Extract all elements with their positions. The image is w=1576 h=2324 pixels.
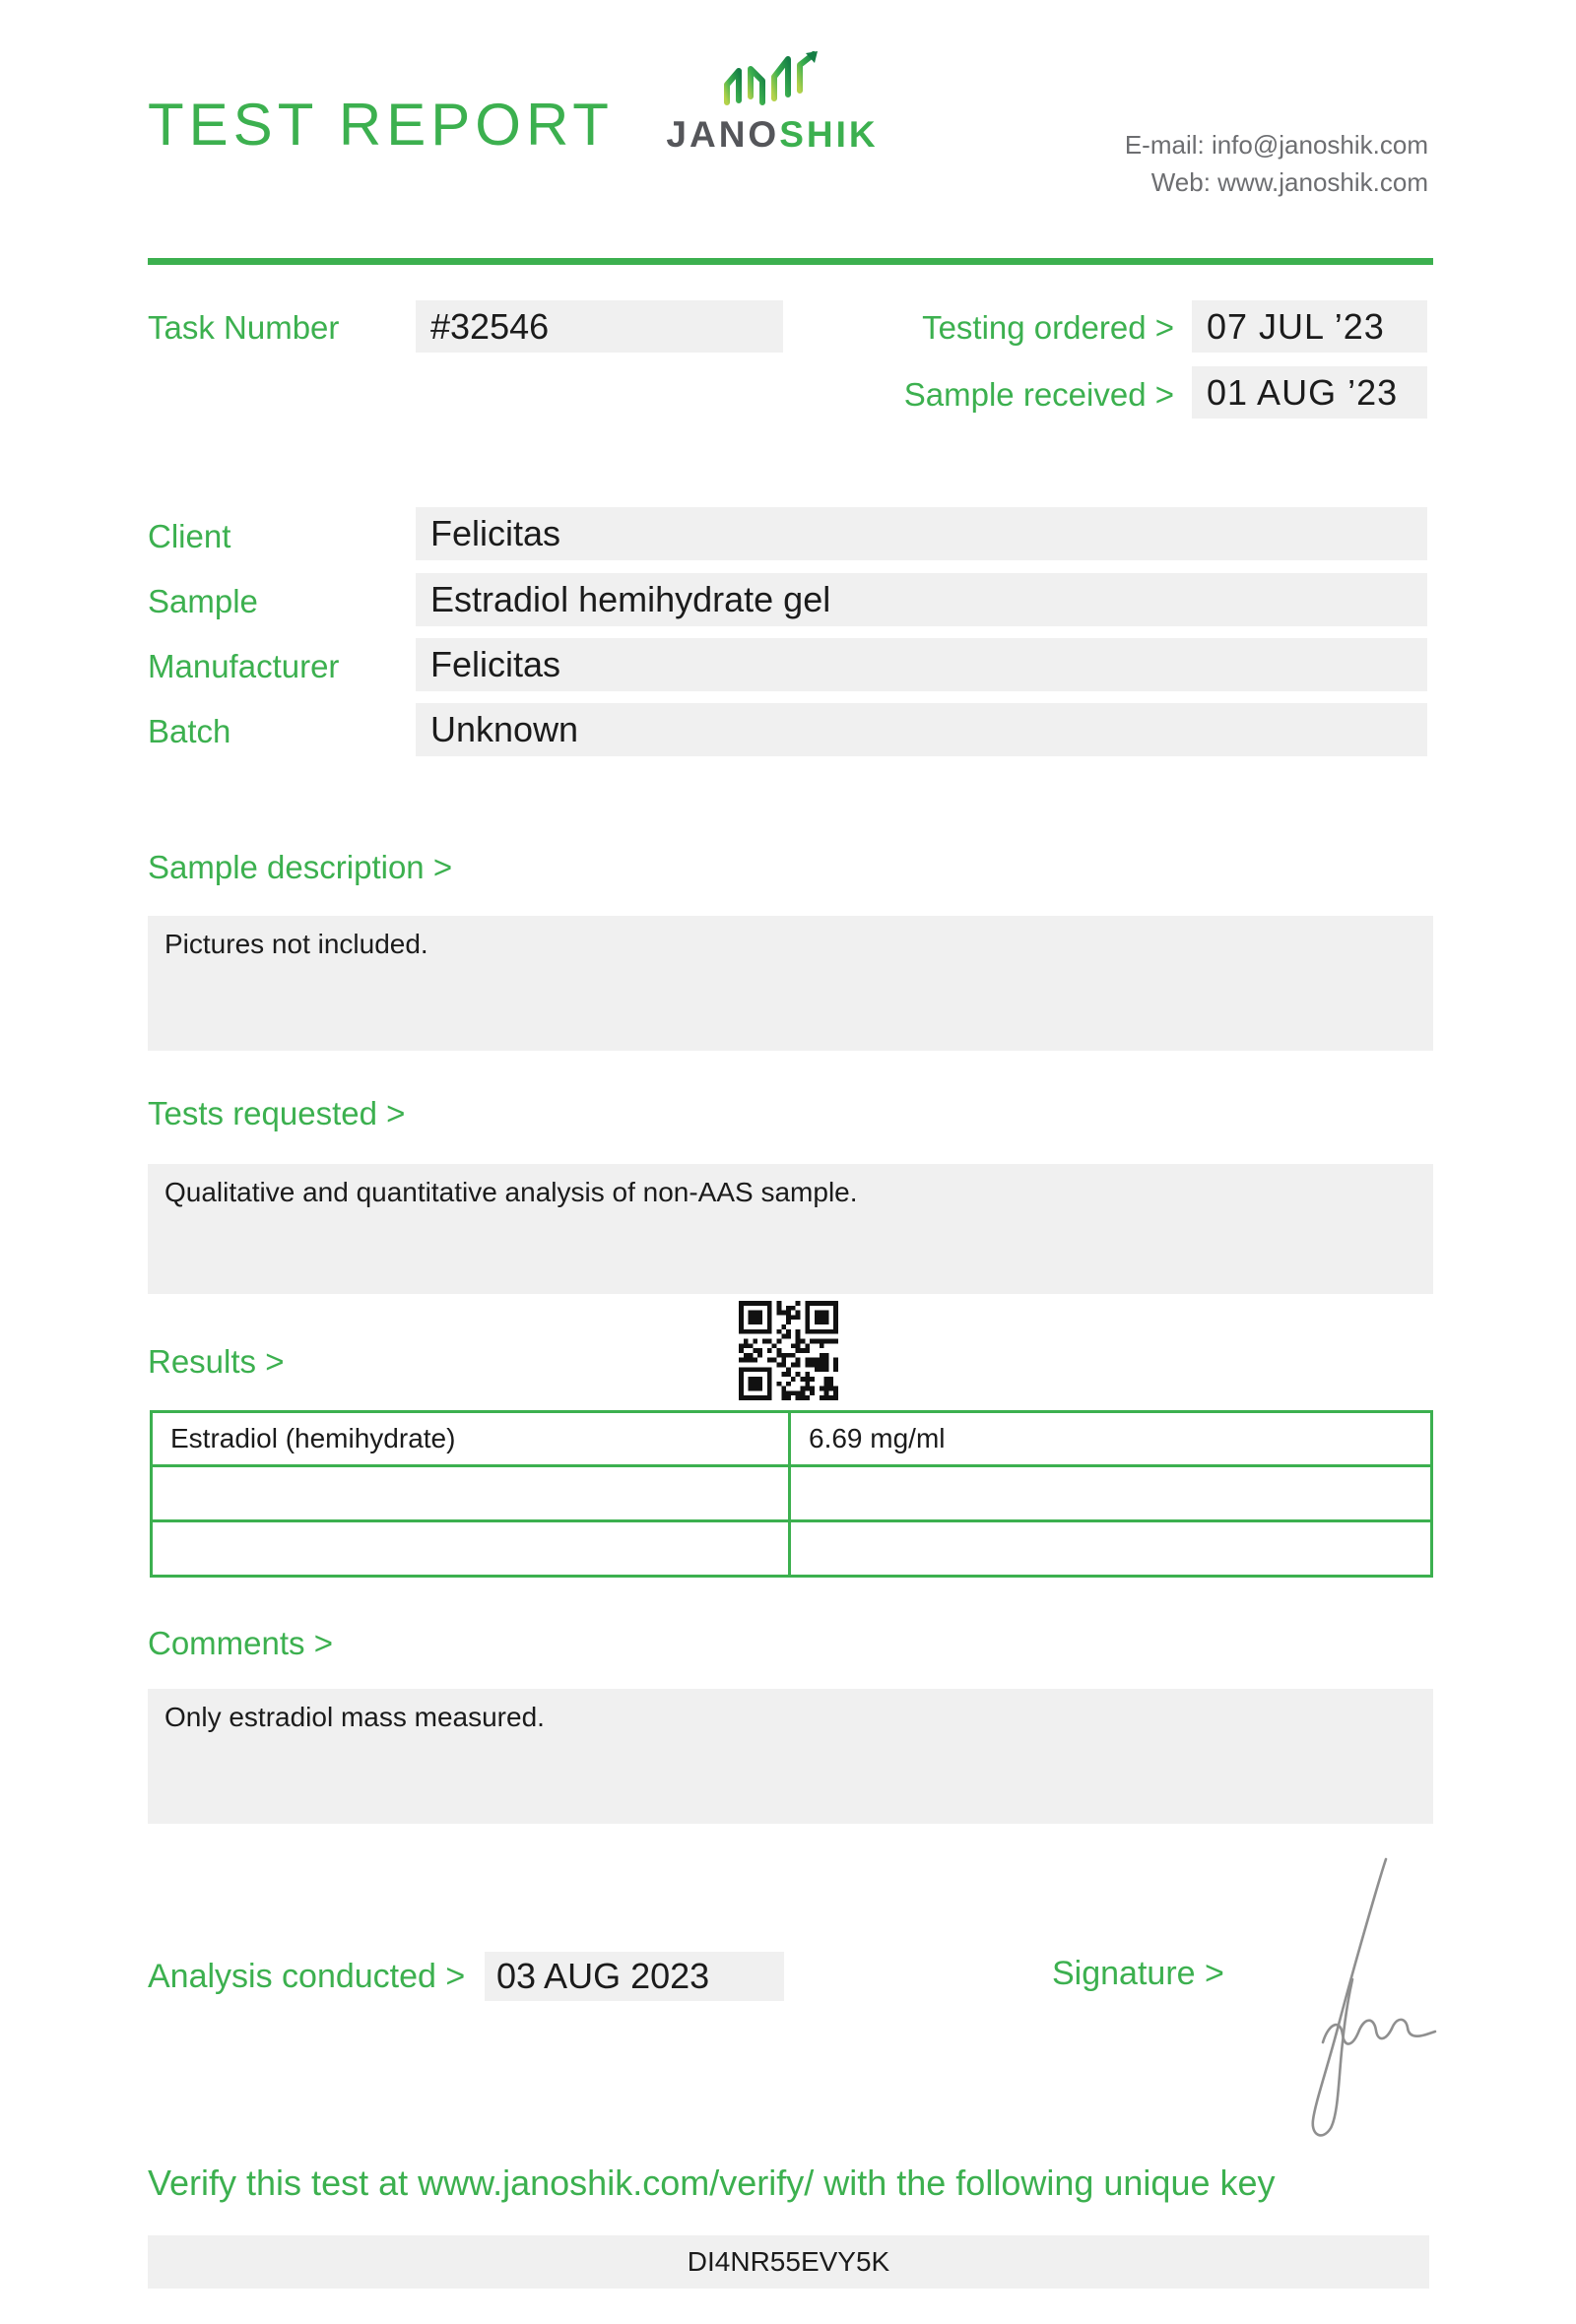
page-title: TEST REPORT: [148, 92, 614, 158]
analysis-conducted-label: Analysis conducted >: [148, 1958, 466, 1995]
sample-description-box: Pictures not included.: [148, 916, 1433, 1051]
task-number-value: #32546: [416, 300, 783, 353]
manufacturer-value: Felicitas: [416, 638, 1427, 691]
batch-value: Unknown: [416, 703, 1427, 756]
verify-instruction: Verify this test at www.janoshik.com/verify/ with the following unique key: [148, 2163, 1276, 2203]
logo-shik: SHIK: [779, 114, 879, 155]
result-empty-cell: [153, 1464, 788, 1519]
chart-logo-icon: [717, 51, 827, 112]
qr-code: [739, 1301, 838, 1400]
header-divider: [148, 258, 1433, 265]
verify-key: DI4NR55EVY5K: [687, 2246, 890, 2277]
client-label: Client: [148, 518, 231, 554]
sample-received-label: Sample received >: [903, 376, 1174, 413]
result-analyte-cell: Estradiol (hemihydrate): [153, 1413, 788, 1464]
sample-label: Sample: [148, 583, 258, 619]
tests-requested-box: Qualitative and quantitative analysis of non-AAS sample.: [148, 1164, 1433, 1294]
tests-requested-heading: Tests requested >: [148, 1095, 406, 1131]
batch-label: Batch: [148, 713, 231, 749]
analysis-date-value: 03 AUG 2023: [485, 1952, 784, 2001]
logo-wordmark: [658, 114, 886, 156]
sample-value: Estradiol hemihydrate gel: [416, 573, 1427, 626]
contact-block: [1125, 126, 1428, 201]
signature-label: Signature >: [1052, 1955, 1224, 1992]
signature-image: [1266, 1849, 1438, 2145]
results-heading: Results >: [148, 1343, 285, 1380]
client-value: Felicitas: [416, 507, 1427, 560]
result-value-cell: 6.69 mg/ml: [788, 1413, 1430, 1464]
comments-heading: Comments >: [148, 1625, 333, 1661]
verify-key-box: [148, 2235, 1429, 2289]
sample-description-heading: Sample description >: [148, 849, 453, 885]
comments-box: Only estradiol mass measured.: [148, 1689, 1433, 1824]
testing-ordered-label: Testing ordered >: [922, 309, 1174, 346]
janoshik-logo: [658, 51, 886, 156]
contact-email: E-mail: info@janoshik.com: [1124, 130, 1428, 160]
testing-ordered-value: 07 JUL ’23: [1192, 300, 1427, 353]
results-table: [150, 1410, 1433, 1578]
result-empty-cell: [788, 1464, 1430, 1519]
manufacturer-label: Manufacturer: [148, 648, 340, 684]
task-number-label: Task Number: [148, 309, 340, 346]
sample-received-value: 01 AUG ’23: [1192, 366, 1427, 419]
result-empty-cell: [788, 1519, 1430, 1575]
logo-jano: JANO: [666, 114, 780, 155]
contact-web: Web: www.janoshik.com: [1150, 167, 1428, 197]
result-empty-cell: [153, 1519, 788, 1575]
